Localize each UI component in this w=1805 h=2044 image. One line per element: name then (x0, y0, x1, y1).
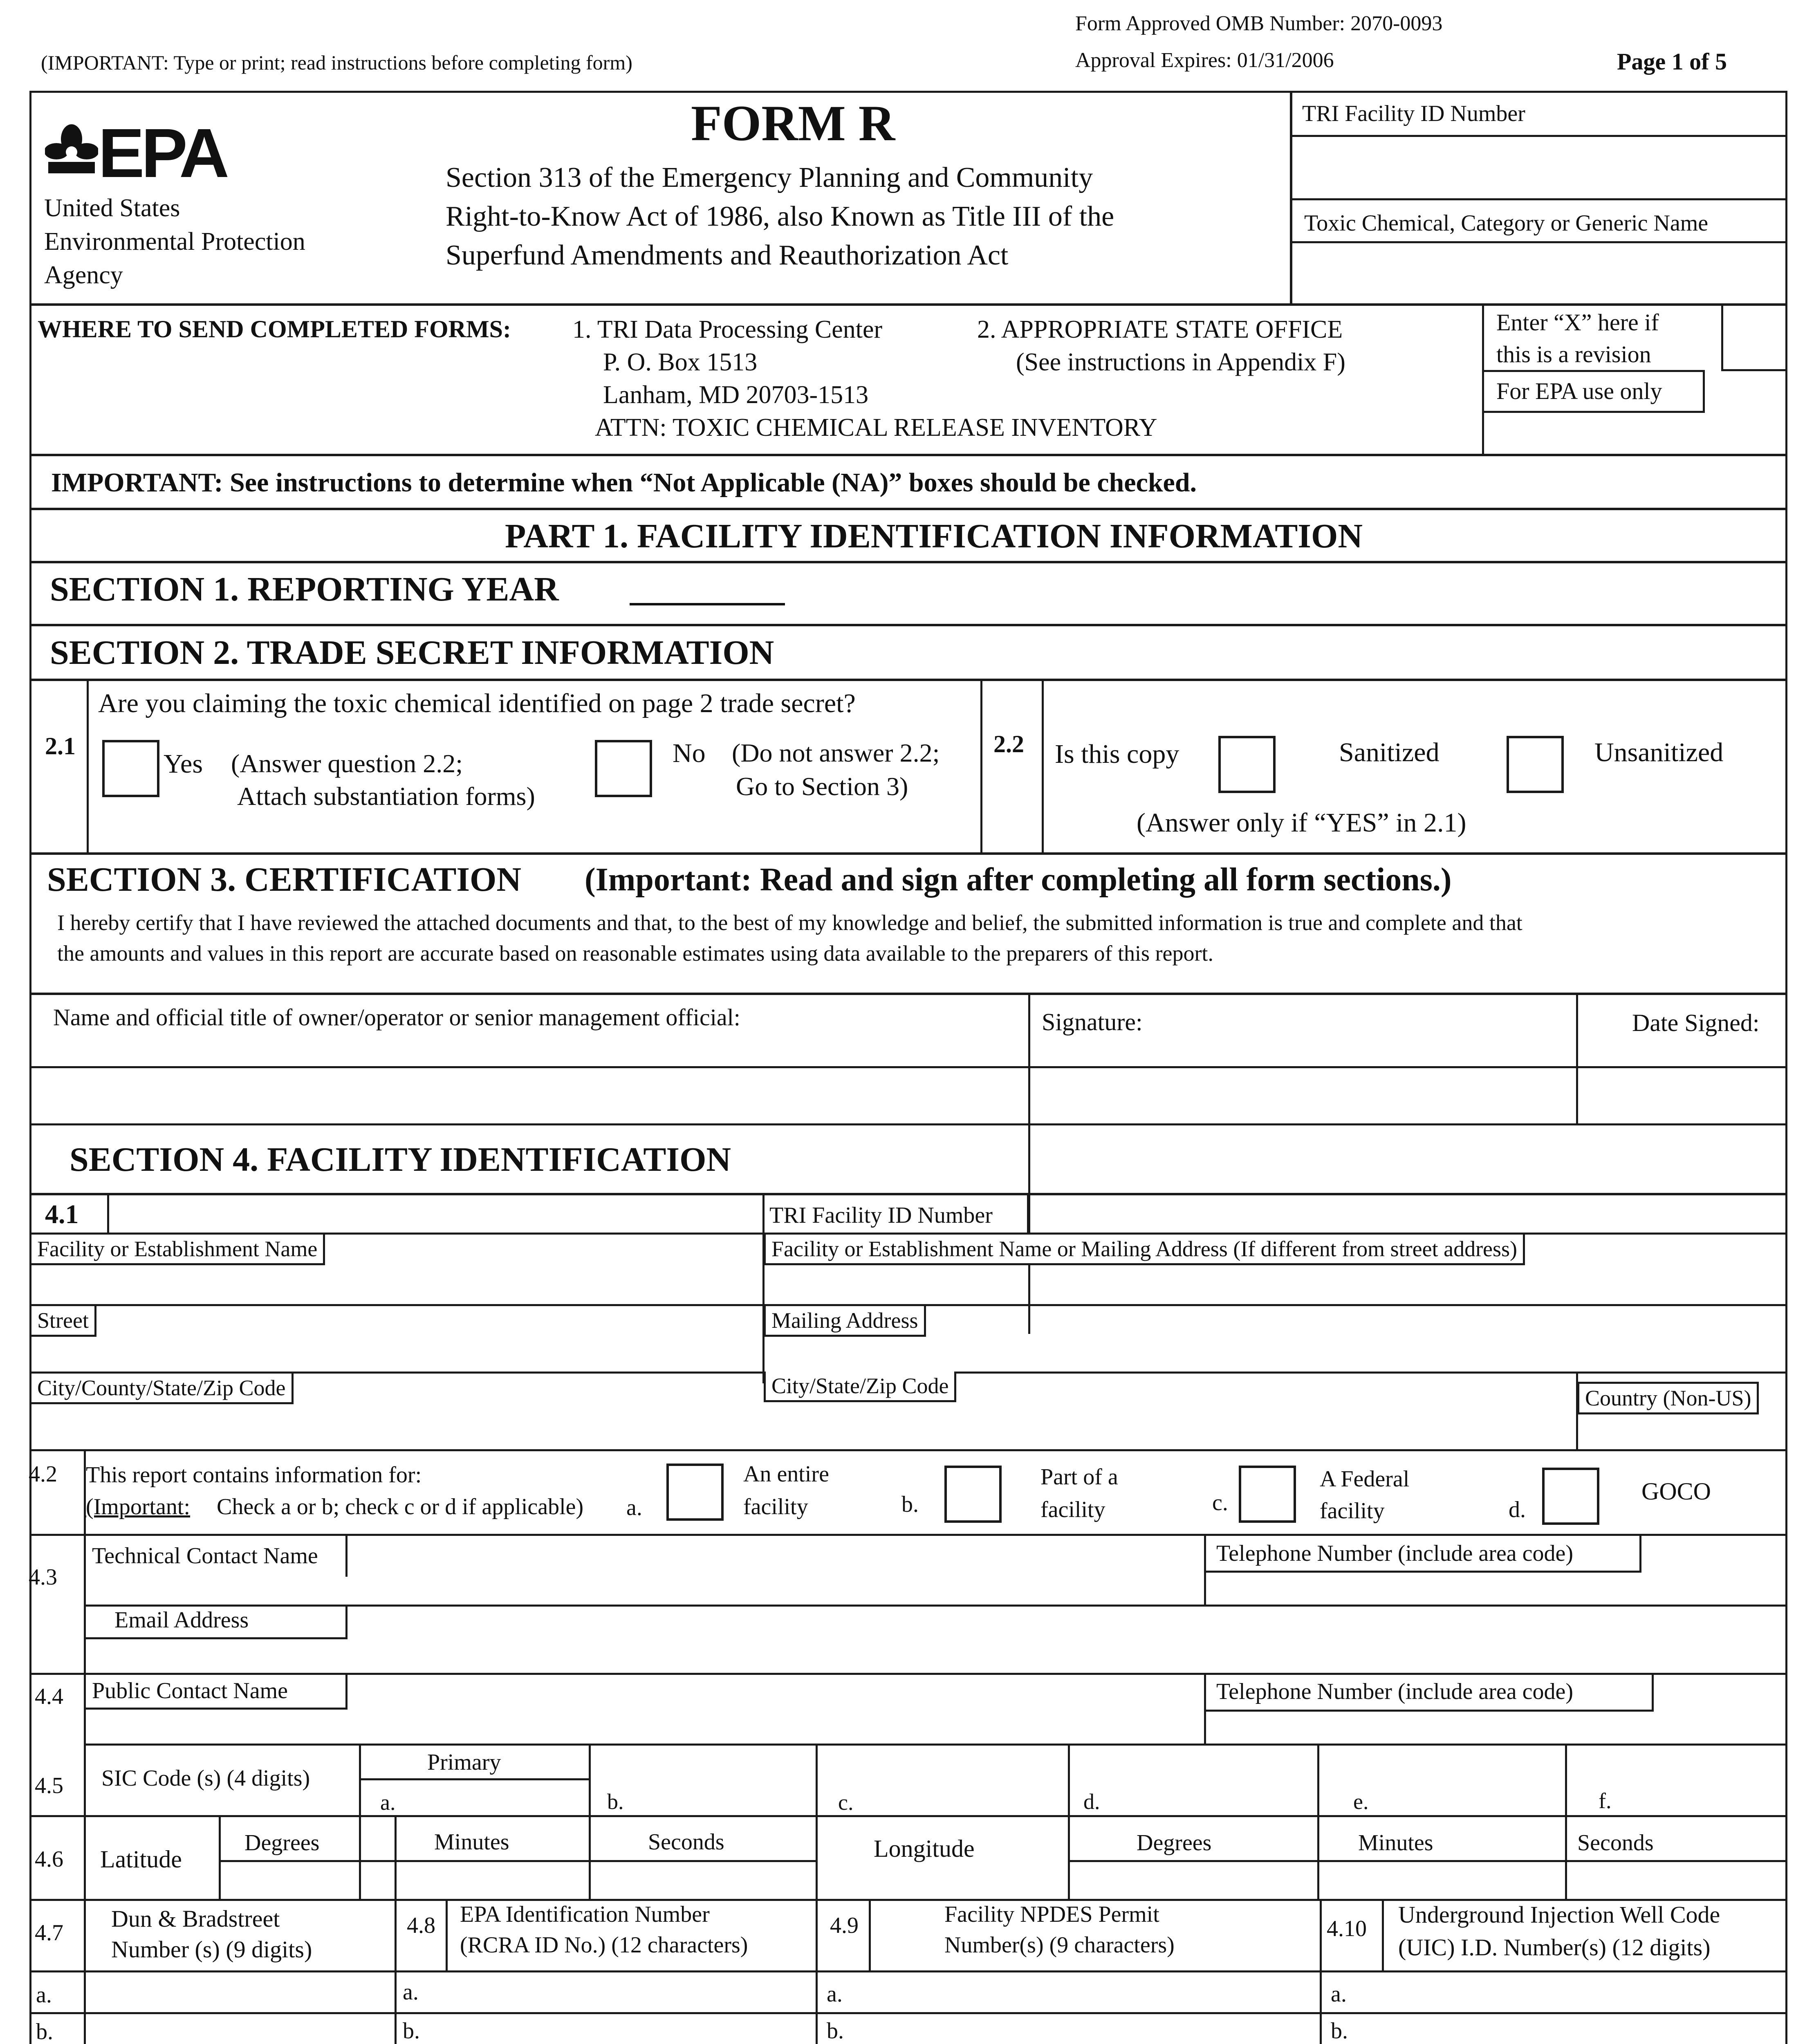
send-option1-line3: Lanham, MD 20703-1513 (603, 381, 869, 409)
facility-mailing-label: Facility or Establishment Name or Mailing Address (If different from street address) (764, 1235, 1525, 1265)
uic-line2: (UIC) I.D. Number(s) (12 digits) (1398, 1934, 1711, 1961)
long-seconds-label: Seconds (1577, 1830, 1654, 1856)
dun-line1: Dun & Bradstreet (111, 1905, 280, 1932)
trade-secret-yes-checkbox[interactable] (102, 740, 159, 797)
opt-a-letter: a. (626, 1495, 642, 1520)
npdes-row-a: a. (827, 1981, 843, 2007)
tri-facility-id-label: TRI Facility ID Number (1302, 101, 1525, 126)
send-option1-line1: 1. TRI Data Processing Center (572, 316, 883, 343)
email-input[interactable] (352, 1609, 1783, 1637)
send-option2-line2: (See instructions in Appendix F) (1016, 348, 1345, 376)
section3-title: SECTION 3. CERTIFICATION (47, 861, 522, 899)
sanitized-checkbox[interactable] (1218, 736, 1276, 793)
federal-facility-checkbox[interactable] (1239, 1466, 1296, 1523)
n44: 4.4 (35, 1684, 63, 1709)
q21-number: 2.1 (45, 733, 76, 760)
uic-row-b: b. (1331, 2018, 1348, 2044)
part-facility-checkbox[interactable] (944, 1466, 1002, 1523)
city-state-label: City/State/Zip Code (764, 1372, 956, 1402)
n46: 4.6 (35, 1847, 63, 1872)
section3-important: (Important: Read and sign after completing all form sections.) (585, 862, 1452, 898)
n48: 4.8 (407, 1913, 435, 1938)
unsanitized-checkbox[interactable] (1507, 736, 1564, 793)
sic-col-b: b. (607, 1789, 624, 1814)
form-subtitle-line3: Superfund Amendments and Reauthorization Act (446, 240, 1009, 271)
q42-line2: Check a or b; check c or d if applicable) (217, 1494, 584, 1520)
agency-line3: Agency (44, 261, 123, 289)
unsanitized-label: Unsanitized (1594, 737, 1724, 767)
opt-b-line2: facility (1040, 1497, 1105, 1522)
epa-id-row-b: b. (403, 2018, 420, 2044)
sanitized-label: Sanitized (1339, 737, 1440, 767)
date-signed-input[interactable] (1582, 1070, 1785, 1121)
official-name-label: Name and official title of owner/operator or senior management official: (53, 1004, 740, 1031)
tech-contact-input[interactable] (352, 1538, 1198, 1575)
revision-checkbox[interactable] (1721, 306, 1787, 371)
telephone1-label: Telephone Number (include area code) (1216, 1541, 1573, 1566)
npdes-line2: Number(s) (9 characters) (944, 1932, 1175, 1958)
trade-secret-yes-label: Yes (164, 749, 203, 779)
opt-b-line1: Part of a (1040, 1464, 1118, 1490)
q21-text: Are you claiming the toxic chemical identified on page 2 trade secret? (98, 688, 856, 718)
sic-code-label: SIC Code (s) (4 digits) (101, 1766, 310, 1791)
opt-b-letter: b. (901, 1492, 919, 1517)
section4-title: SECTION 4. FACILITY IDENTIFICATION (70, 1141, 731, 1179)
long-degrees-label: Degrees (1137, 1830, 1212, 1856)
latitude-label: Latitude (100, 1846, 182, 1873)
opt-c-letter: c. (1212, 1490, 1228, 1515)
lat-minutes-label: Minutes (434, 1829, 509, 1855)
signature-label: Signature: (1042, 1009, 1143, 1035)
sic-col-f: f. (1599, 1788, 1612, 1813)
uic-line1: Underground Injection Well Code (1398, 1901, 1720, 1928)
n49: 4.9 (830, 1913, 859, 1938)
q42-line1: This report contains information for: (86, 1462, 422, 1488)
tech-contact-label: Technical Contact Name (92, 1543, 318, 1569)
goco-checkbox[interactable] (1542, 1468, 1599, 1525)
tri-facility-id-input[interactable] (1296, 141, 1783, 194)
revision-line1: Enter “X” here if (1496, 309, 1659, 336)
yes-note-line2: Attach substantiation forms) (237, 782, 535, 811)
sic-col-c: c. (838, 1790, 854, 1815)
entire-facility-checkbox[interactable] (666, 1464, 724, 1521)
epa-use-only: For EPA use only (1496, 378, 1662, 404)
form-subtitle-line1: Section 313 of the Emergency Planning and Community (446, 162, 1093, 193)
goco-label: GOCO (1641, 1478, 1711, 1505)
n42: 4.2 (29, 1461, 57, 1487)
send-option2-line1: 2. APPROPRIATE STATE OFFICE (977, 316, 1343, 343)
n45: 4.5 (35, 1773, 63, 1798)
approval-expires: Approval Expires: 01/31/2006 (1075, 49, 1334, 72)
epa-logo-text: EPA (98, 114, 226, 192)
uic-row-a: a. (1331, 1981, 1347, 2007)
reporting-year-input[interactable] (630, 574, 785, 605)
q22-text: Is this copy (1055, 739, 1179, 769)
mailing-address-label: Mailing Address (764, 1306, 926, 1337)
q42-important: (Important: (86, 1494, 191, 1520)
section2-title: SECTION 2. TRADE SECRET INFORMATION (50, 634, 774, 672)
city-county-label: City/County/State/Zip Code (29, 1374, 294, 1404)
part1-title: PART 1. FACILITY IDENTIFICATION INFORMATION (505, 517, 1363, 555)
page-number: Page 1 of 5 (1617, 48, 1727, 75)
send-to-label: WHERE TO SEND COMPLETED FORMS: (38, 316, 511, 343)
street-label: Street (29, 1306, 96, 1337)
npdes-line1: Facility NPDES Permit (944, 1902, 1159, 1927)
send-option1-line4: ATTN: TOXIC CHEMICAL RELEASE INVENTORY (595, 414, 1157, 442)
form-title: FORM R (691, 95, 895, 151)
n43: 4.3 (29, 1564, 57, 1590)
dun-line2: Number (s) (9 digits) (111, 1936, 312, 1963)
q22-number: 2.2 (993, 731, 1024, 758)
date-signed-label: Date Signed: (1632, 1009, 1760, 1036)
country-label: Country (Non-US) (1577, 1382, 1759, 1414)
sic-col-e: e. (1353, 1789, 1369, 1814)
email-label: Email Address (114, 1607, 249, 1633)
n47: 4.7 (35, 1920, 63, 1945)
primary-label: Primary (427, 1750, 501, 1775)
q22-note: (Answer only if “YES” in 2.1) (1137, 808, 1466, 838)
opt-c-line1: A Federal (1320, 1466, 1410, 1492)
epa-flower-icon (45, 123, 98, 180)
opt-d-letter: d. (1509, 1497, 1526, 1522)
dun-row-b: b. (36, 2019, 53, 2044)
revision-line2: this is a revision (1496, 341, 1651, 368)
no-note-line1: (Do not answer 2.2; (732, 738, 940, 767)
dun-row-a: a. (36, 1982, 52, 2008)
epa-id-line1: EPA Identification Number (460, 1902, 710, 1927)
tri-id-input-41[interactable] (1032, 1198, 1785, 1233)
important-type-note: (IMPORTANT: Type or print; read instructions before completing form) (41, 51, 632, 74)
opt-a-line1: An entire (743, 1461, 829, 1487)
send-option1-line2: P. O. Box 1513 (603, 348, 758, 376)
long-minutes-label: Minutes (1358, 1830, 1433, 1856)
tri-id-label-41: TRI Facility ID Number (769, 1203, 993, 1228)
epa-id-line2: (RCRA ID No.) (12 characters) (460, 1932, 748, 1958)
opt-c-line2: facility (1320, 1498, 1385, 1524)
important-na-note: IMPORTANT: See instructions to determine when “Not Applicable (NA)” boxes should be checked. (51, 468, 1197, 498)
opt-a-line2: facility (743, 1494, 808, 1520)
certify-line1: I hereby certify that I have reviewed the attached documents and that, to the best of my knowledge and belief, the submitted information is true and complete and that (57, 910, 1522, 935)
trade-secret-no-label: No (673, 738, 706, 768)
sic-col-a: a. (380, 1790, 396, 1815)
toxic-chemical-input[interactable] (1296, 245, 1783, 298)
official-name-input[interactable] (35, 1070, 1024, 1121)
lat-degrees-label: Degrees (244, 1830, 320, 1856)
epa-logo (45, 123, 98, 182)
epa-id-row-a: a. (403, 1979, 419, 2005)
public-contact-input[interactable] (352, 1676, 1198, 1737)
facility-name-label: Facility or Establishment Name (29, 1235, 325, 1265)
trade-secret-no-checkbox[interactable] (595, 740, 652, 797)
lat-seconds-label: Seconds (648, 1829, 724, 1855)
yes-note-line1: (Answer question 2.2; (231, 749, 463, 778)
telephone2-label: Telephone Number (include area code) (1216, 1679, 1573, 1704)
n410: 4.10 (1327, 1916, 1367, 1941)
agency-line2: Environmental Protection (44, 228, 305, 256)
section1-title: SECTION 1. REPORTING YEAR (50, 570, 559, 608)
certify-line2: the amounts and values in this report are accurate based on reasonable estimates using data available to the preparers of this report. (57, 941, 1213, 966)
n41: 4.1 (45, 1199, 79, 1229)
toxic-chemical-label: Toxic Chemical, Category or Generic Name (1304, 211, 1709, 236)
signature-input[interactable] (1034, 1070, 1572, 1121)
form-subtitle-line2: Right-to-Know Act of 1986, also Known as Title III of the (446, 201, 1114, 232)
public-contact-label: Public Contact Name (92, 1678, 288, 1703)
sic-col-d: d. (1083, 1789, 1100, 1814)
npdes-row-b: b. (827, 2018, 844, 2044)
longitude-label: Longitude (874, 1835, 975, 1862)
agency-line1: United States (44, 194, 180, 222)
no-note-line2: Go to Section 3) (736, 772, 908, 801)
omb-number: Form Approved OMB Number: 2070-0093 (1075, 12, 1443, 35)
